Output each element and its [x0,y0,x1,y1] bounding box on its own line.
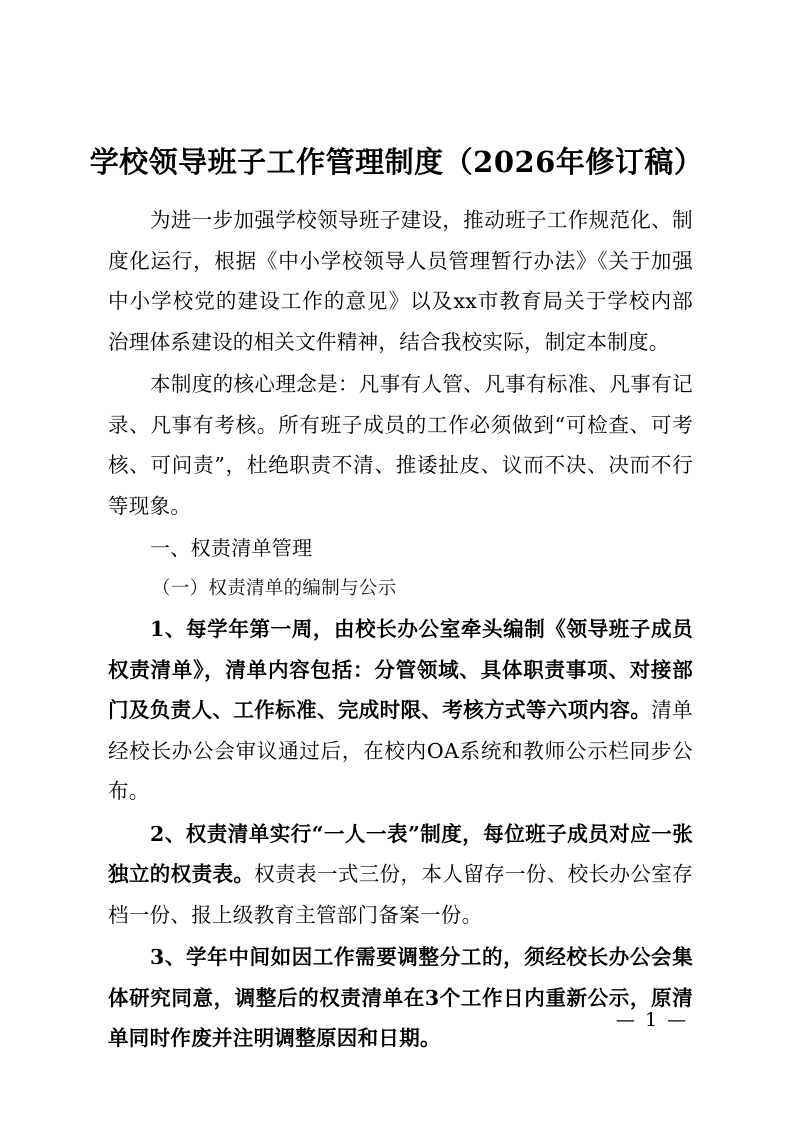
page-number: — 1 — [615,1009,689,1031]
section-heading: 一、权责清单管理 [150,536,313,560]
list-item-lead: 1、每学年第一周，由校长办公室牵头编制《领导班子成员权责清单》，清单内容包括：分管领域、具体职责事项、对接部门及负责人、工作标准、完成时限、考核方式等六项内容。 [108,617,693,722]
list-item-text: 权责表一式三份，本人留存一份、校长办公室存档一份、报上级教育主管部门备案一份。 [108,862,693,927]
list-item: 3、学年中间如因工作需要调整分工的，须经校长办公会集体研究同意，调整后的权责清单在3个工作日内重新公示，原清单同时作废并注明调整原因和日期。 [108,945,693,1050]
intro-paragraph: 为进一步加强学校领导班子建设，推动班子工作规范化、制度化运行，根据《中小学校领导人员管理暂行办法》《关于加强中小学校党的建设工作的意见》以及xx市教育局关于学校内部治理体系建设的相关文件精神，结合我校实际，制定本制度。 [108,208,693,354]
document-body [108,200,693,1059]
list-item-text: 清单经校长办公会审议通过后，在校内OA系统和教师公示栏同步公布。 [108,698,693,803]
document-title: 学校领导班子工作管理制度（2026年修订稿） [89,145,704,179]
list-item-lead: 2、权责清单实行“一人一表”制度，每位班子成员对应一张独立的权责表。 [108,821,693,886]
core-concept-paragraph: 本制度的核心理念是：凡事有人管、凡事有标准、凡事有记录、凡事有考核。所有班子成员的工作必须做到“可检查、可考核、可问责”，杜绝职责不清、推诿扯皮、议而不决、决而不行等现象。 [108,372,693,518]
subsection-heading: （一）权责清单的编制与公示 [152,577,397,599]
list-item [108,814,693,936]
list-item [108,609,693,812]
